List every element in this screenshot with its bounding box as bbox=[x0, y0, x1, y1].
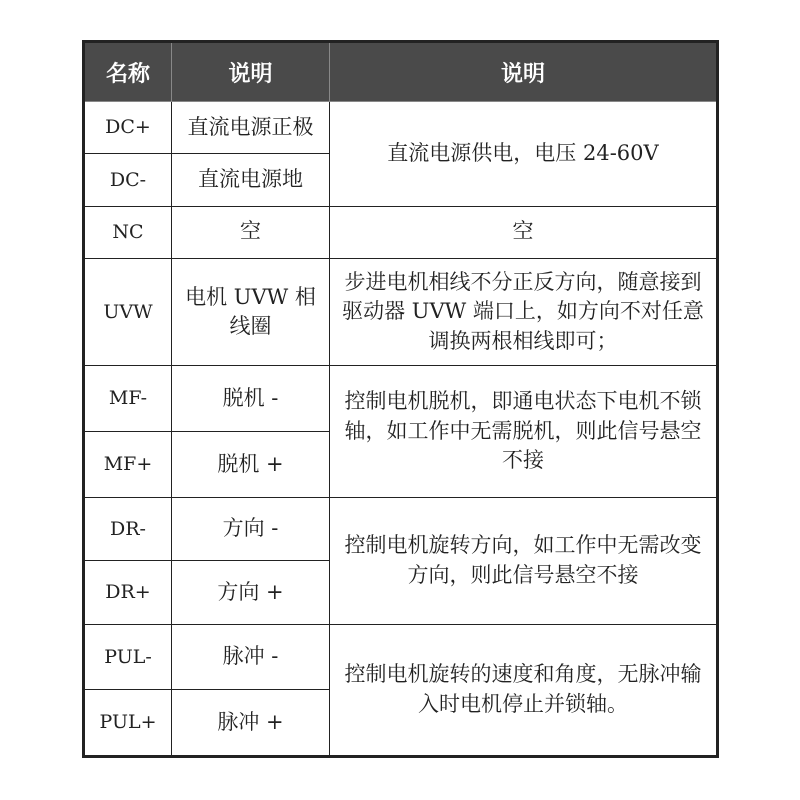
cell-function: 直流电源地 bbox=[172, 154, 330, 206]
header-description: 说明 bbox=[330, 42, 718, 102]
header-name: 名称 bbox=[84, 42, 172, 102]
table-row-dr-minus bbox=[84, 497, 718, 561]
table-row-mf-minus bbox=[84, 366, 718, 432]
cell-name: NC bbox=[84, 206, 172, 258]
table-row-nc bbox=[84, 206, 718, 258]
cell-function: 空 bbox=[172, 206, 330, 258]
cell-name: PUL- bbox=[84, 624, 172, 690]
cell-name: DC+ bbox=[84, 102, 172, 154]
cell-name: MF- bbox=[84, 366, 172, 432]
header-row bbox=[84, 42, 718, 102]
table-row-uvw bbox=[84, 258, 718, 366]
cell-description: 空 bbox=[330, 206, 718, 258]
cell-function: 直流电源正极 bbox=[172, 102, 330, 154]
header-function: 说明 bbox=[172, 42, 330, 102]
table-row-dc-plus bbox=[84, 102, 718, 154]
cell-function: 脱机 + bbox=[172, 432, 330, 498]
table-row-pul-minus bbox=[84, 624, 718, 690]
cell-description: 直流电源供电，电压 24-60V bbox=[330, 102, 718, 207]
cell-function: 方向 + bbox=[172, 561, 330, 625]
cell-function: 脱机 - bbox=[172, 366, 330, 432]
cell-name: MF+ bbox=[84, 432, 172, 498]
cell-name: UVW bbox=[84, 258, 172, 366]
cell-description: 步进电机相线不分正反方向，随意接到驱动器 UVW 端口上，如方向不对任意调换两根相线即可； bbox=[330, 258, 718, 366]
cell-name: DR- bbox=[84, 497, 172, 561]
cell-name: PUL+ bbox=[84, 690, 172, 757]
cell-function: 方向 - bbox=[172, 497, 330, 561]
cell-function: 脉冲 - bbox=[172, 624, 330, 690]
cell-name: DR+ bbox=[84, 561, 172, 625]
cell-function: 脉冲 + bbox=[172, 690, 330, 757]
cell-function: 电机 UVW 相线圈 bbox=[172, 258, 330, 366]
terminal-spec-table bbox=[82, 40, 719, 758]
cell-description: 控制电机旋转的速度和角度，无脉冲输入时电机停止并锁轴。 bbox=[330, 624, 718, 756]
cell-description: 控制电机脱机，即通电状态下电机不锁轴，如工作中无需脱机，则此信号悬空不接 bbox=[330, 366, 718, 497]
cell-name: DC- bbox=[84, 154, 172, 206]
cell-description: 控制电机旋转方向，如工作中无需改变方向，则此信号悬空不接 bbox=[330, 497, 718, 624]
